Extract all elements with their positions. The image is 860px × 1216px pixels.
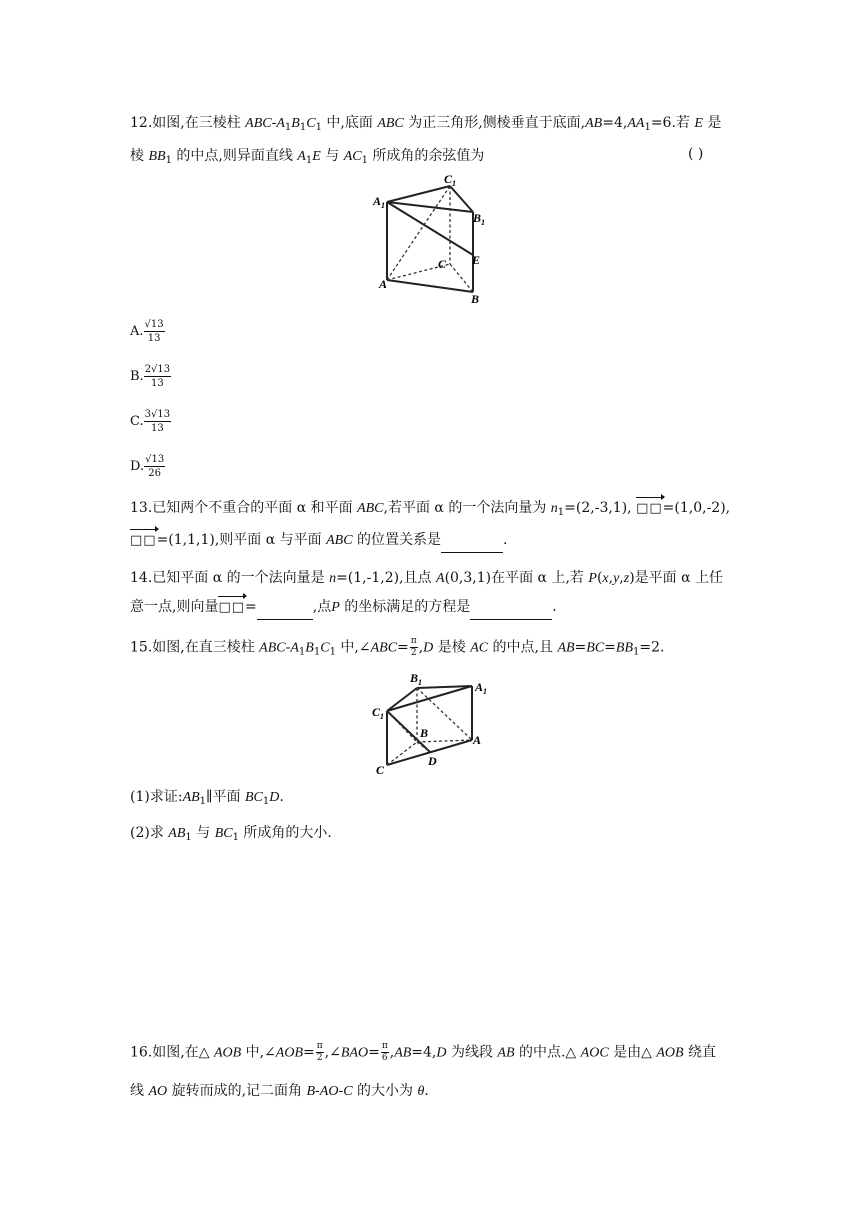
denominator: 26 [148, 468, 162, 479]
label-B: B [420, 726, 429, 740]
numerator: π [381, 1041, 388, 1051]
answer-blank[interactable] [441, 532, 503, 553]
fraction [144, 453, 165, 480]
q14-number: 14. [130, 570, 153, 586]
option-label: B. [130, 369, 144, 384]
q15-text: 与 [196, 825, 211, 841]
q12-line-1: 12.如图,在三棱柱 ABC-$A_1B_1C_1$ 中,底面 ABC 为正三角形,侧棱垂直于底面$,AB=4,AA_1=6$.若 E 是 [130, 115, 722, 133]
denominator: 2 [410, 648, 417, 658]
q14-text: ,点 [312, 599, 332, 615]
label-C: C [376, 763, 385, 777]
q16-text: 线 [130, 1083, 144, 1099]
q15-text: 所成角的大小. [243, 825, 332, 841]
q15-text: =2. [639, 639, 665, 656]
label-B1: $B_1$ [410, 671, 423, 687]
q15-line-1: 15.如图,在直三棱柱 ABC-$A_1B_1C_1$ 中,∠ABC= $\frac{\pi}{2}$ ,D 是棱 AC 的中点,且 $AB=BC=BB_1=2$. [130, 636, 665, 658]
label-A: A [473, 733, 482, 747]
label-A1: $A_1$ [475, 680, 488, 696]
q16-text: . [424, 1083, 429, 1099]
q15-prism-figure [370, 670, 495, 780]
q12-number: 12. [130, 115, 153, 131]
q12-text: 的中点,则异面直线 [176, 148, 293, 164]
vector-placeholder: □□ [218, 598, 245, 618]
label-B1: $B_1$ [473, 211, 486, 227]
fraction [410, 636, 418, 659]
label-E: E [472, 253, 481, 267]
numerator: √13 [145, 454, 165, 465]
fraction [316, 1041, 324, 1064]
q16-text: 中,∠ [245, 1044, 276, 1061]
option-b[interactable] [130, 363, 171, 390]
q16-text: =4, [411, 1044, 437, 1061]
option-label: A. [130, 324, 144, 339]
q12-text: 为正三角形,侧棱垂直于底面, [408, 115, 586, 131]
q16-text: ,∠ [324, 1044, 341, 1061]
denominator: 13 [151, 378, 164, 389]
q16-text: 的大小为 [356, 1083, 413, 1099]
q16-line-2: 线 AO 旋转而成的,记二面角 B-AO-C 的大小为 θ. [130, 1083, 429, 1099]
q13-text: 已知两个不重合的平面 α 和平面 [152, 500, 353, 516]
vector-placeholder: □□ [130, 531, 157, 551]
denominator: 2 [316, 1053, 323, 1063]
q16-text: 的中点.△ [518, 1044, 577, 1061]
numerator: π [410, 636, 417, 646]
q14-text: 意一点,则向量 [130, 599, 219, 615]
q13-text: 的位置关系是 [357, 532, 442, 548]
answer-blank[interactable] [257, 599, 313, 620]
vector-placeholder: □□ [636, 499, 663, 519]
q15-text: (2)求 [130, 825, 164, 841]
q13-number: 13. [130, 500, 153, 516]
q12-text: 所成角的余弦值为 [372, 148, 485, 164]
q15-text: . [279, 789, 284, 805]
q14-text: 已知平面 α 的一个法向量是 [152, 570, 325, 586]
label-A: A [379, 277, 388, 291]
q15-text: ∥平面 [206, 789, 241, 805]
q14-text: 的坐标满足的方程是 [344, 599, 471, 615]
option-d[interactable] [130, 453, 165, 480]
q12-text: 是 [707, 115, 722, 131]
q14-line-2: 意一点,则向量□□= ,点P 的坐标满足的方程是 . [130, 597, 557, 620]
denominator: 13 [147, 333, 161, 344]
q12-text: =4, [602, 115, 628, 131]
label-A1: $A_1$ [373, 194, 386, 210]
option-label: C. [130, 414, 144, 429]
fraction [144, 363, 171, 390]
q15-text: = [397, 639, 409, 656]
q14-text: . [552, 599, 557, 615]
label-C1: $C_1$ [444, 172, 457, 188]
q15-text: 中,∠ [340, 639, 371, 656]
q13-line-1: 13.已知两个不重合的平面 α 和平面 ABC,若平面 α 的一个法向量为 $n_1=(2,-3,1)$, □□=(1,0,-2), [130, 500, 731, 518]
numerator: π [316, 1041, 323, 1051]
q15-part-2: (2)求 $AB_1$ 与 $BC_1$ 所成角的大小. [130, 825, 332, 843]
q16-line-1: 16.如图,在△ AOB 中,∠AOB= $\frac{\pi}{2}$ ,∠BAO= $\frac{\pi}{6}$ ,AB=4,D 为线段 AB 的中点.△ AOC 是由△ AOB 绕直 [130, 1041, 717, 1063]
q15-text: 是棱 [437, 639, 466, 656]
numerator: 3√13 [144, 409, 171, 420]
q16-text: 绕直 [688, 1044, 717, 1061]
q12-line-2: 棱 $BB_1$ 的中点,则异面直线 $A_1E$ 与 $AC_1$ 所成角的余弦值为 [130, 148, 485, 166]
q15-part-1: (1)求证$:AB_1\parallel$平面 $BC_1D$. [130, 789, 284, 807]
q16-number: 16. [130, 1044, 153, 1061]
label-D: D [428, 754, 437, 768]
numerator: 2√13 [144, 364, 171, 375]
q15-text: (1)求证: [130, 789, 183, 805]
fraction [144, 408, 171, 435]
numerator: √13 [144, 319, 164, 330]
denominator: 6 [381, 1053, 388, 1063]
q13-text: =(1,1,1),则平面 α 与平面 [156, 532, 322, 548]
q13-text: =(2,-3,1), [564, 500, 632, 516]
q14-line-1: 14.已知平面 α 的一个法向量是 n=(1,-1,2),且点 A(0,3,1)在平面 α 上,若 P(x,y,z)是平面 α 上任 [130, 570, 724, 586]
q14-text: 是平面 α 上任 [634, 570, 724, 586]
answer-blank[interactable] [470, 599, 552, 620]
q14-text: = [245, 599, 257, 615]
denominator: 13 [150, 423, 164, 434]
q13-text: . [503, 532, 508, 548]
q16-text: 为线段 [450, 1044, 493, 1061]
option-label: D. [130, 459, 145, 474]
q12-text: 棱 [130, 148, 144, 164]
q15-text: 的中点,且 [492, 639, 553, 656]
fraction [144, 318, 165, 345]
label-C1: $C_1$ [372, 705, 385, 721]
q13-line-2: □□=(1,1,1),则平面 α 与平面 ABC 的位置关系是 . [130, 530, 507, 553]
q16-text: 是由△ [613, 1044, 652, 1061]
option-c[interactable] [130, 408, 171, 435]
q12-text: =6.若 [650, 115, 690, 131]
q13-text: ,若平面 α 的一个法向量为 [383, 500, 547, 516]
option-a[interactable] [130, 318, 165, 345]
q14-text: (0,3,1)在平面 α 上,若 [444, 570, 584, 586]
fraction [381, 1041, 389, 1064]
label-C: C [438, 257, 447, 271]
q12-text: 与 [325, 148, 340, 164]
q12-prism-figure [370, 172, 490, 307]
q12-text: 如图,在三棱柱 [152, 115, 241, 131]
q13-text: =(1,0,-2), [662, 500, 731, 516]
q15-text: 如图,在直三棱柱 [152, 639, 255, 656]
answer-parentheses: ( ) [688, 146, 704, 162]
q14-text: =(1,-1,2),且点 [336, 570, 432, 586]
q12-text: 中,底面 [326, 115, 373, 131]
q15-number: 15. [130, 639, 153, 656]
q16-text: 如图,在△ [152, 1044, 210, 1061]
label-B: B [471, 292, 480, 306]
q16-text: 旋转而成的,记二面角 [171, 1083, 303, 1099]
